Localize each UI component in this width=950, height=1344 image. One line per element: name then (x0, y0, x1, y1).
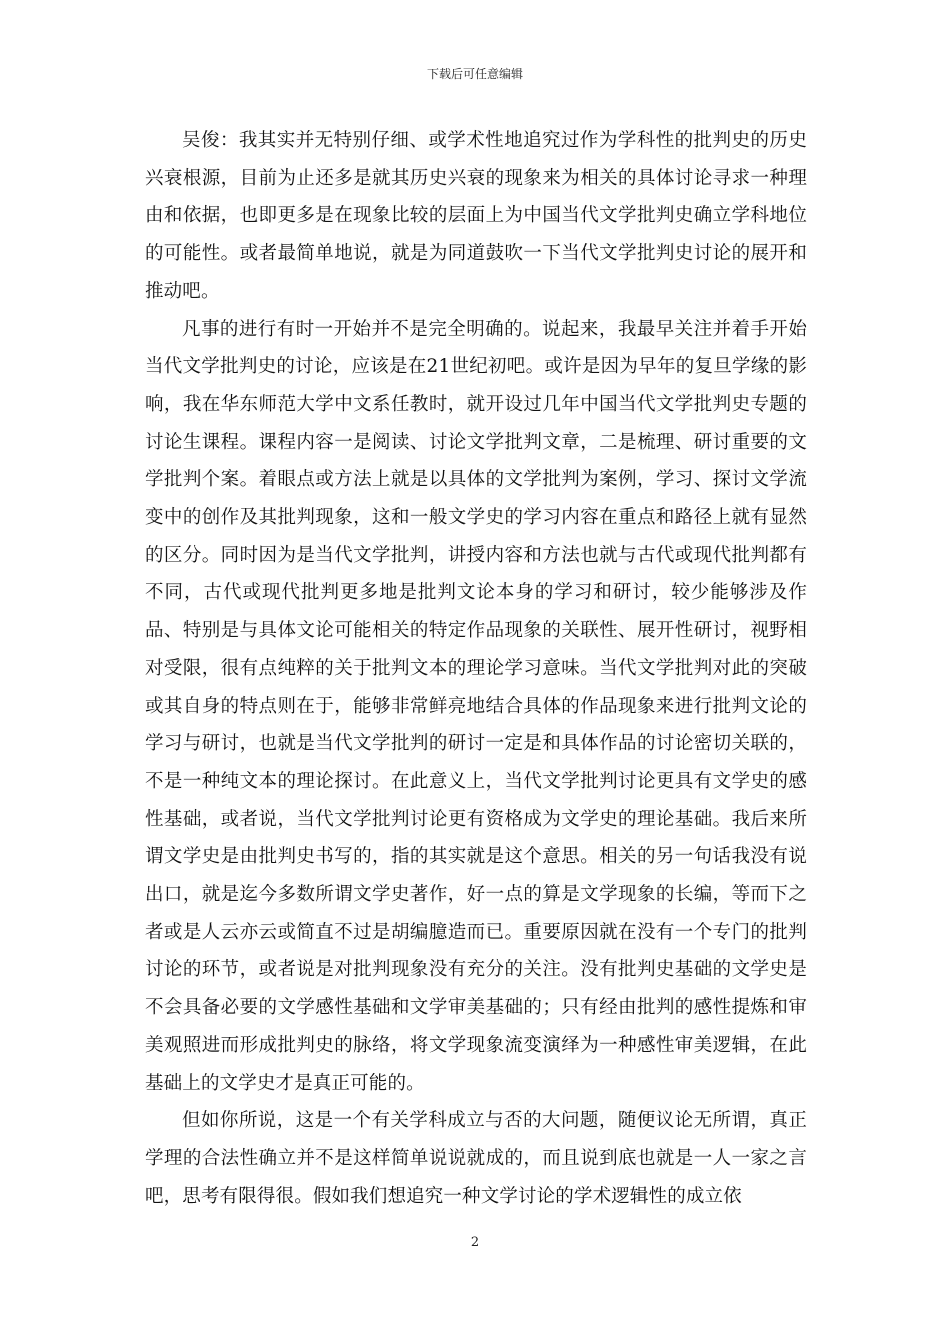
page-header: 下载后可任意编辑 (426, 67, 523, 81)
paragraph-3: 但如你所说，这是一个有关学科成立与否的大问题，随便议论无所谓，真正学理的合法性确立并不是这样简单说说就成的，而且说到底也就是一人一家之言吧，思考有限得很。假如我们想追究一种文学讨论的学术逻辑性的成立依 (145, 1110, 807, 1207)
document-body (145, 122, 807, 1215)
page-number: 2 (470, 1235, 480, 1250)
paragraph-1: 吴俊：我其实并无特别仔细、或学术性地追究过作为学科性的批判史的历史兴衰根源，目前为止还多是就其历史兴衰的现象来为相关的具体讨论寻求一种理由和依据，也即更多是在现象比较的层面上为中国当代文学批判史确立学科地位的可能性。或者最简单地说，就是为同道鼓吹一下当代文学批判史讨论的展开和推动吧。 (145, 130, 807, 302)
paragraph-2: 凡事的进行有时一开始并不是完全明确的。说起来，我最早关注并着手开始当代文学批判史的讨论，应该是在21世纪初吧。或许是因为早年的复旦学缘的影响，我在华东师范大学中文系任教时，就开设过几年中国当代文学批判史专题的讨论生课程。课程内容一是阅读、讨论文学批判文章，二是梳理、研讨重要的文学批判个案。着眼点或方法上就是以具体的文学批判为案例，学习、探讨文学流变中的创作及其批判现象，这和一般文学史的学习内容在重点和路径上就有显然的区分。同时因为是当代文学批判，讲授内容和方法也就与古代或现代批判都有不同，古代或现代批判更多地是批判文论本身的学习和研讨，较少能够涉及作品、特别是与具体文论可能相关的特定作品现象的关联性、展开性研讨，视野相对受限，很有点纯粹的关于批判文本的理论学习意味。当代文学批判对此的突破或其自身的特点则在于，能够非常鲜亮地结合具体的作品现象来进行批判文论的学习与研讨，也就是当代文学批判的研讨一定是和具体作品的讨论密切关联的，不是一种纯文本的理论探讨。在此意义上，当代文学批判讨论更具有文学史的感性基础，或者说，当代文学批判讨论更有资格成为文学史的理论基础。我后来所谓文学史是由批判史书写的，指的其实就是这个意思。相关的另一句话我没有说出口，就是迄今多数所谓文学史著作，好一点的算是文学现象的长编，等而下之者或是人云亦云或简直不过是胡编臆造而已。重要原因就在没有一个专门的批判讨论的环节，或者说是对批判现象没有充分的关注。没有批判史基础的文学史是不会具备必要的文学感性基础和文学审美基础的；只有经由批判的感性提炼和审美观照进而形成批判史的脉络，将文学现象流变演绎为一种感性审美逻辑，在此基础上的文学史才是真正可能的。 (145, 318, 807, 1094)
